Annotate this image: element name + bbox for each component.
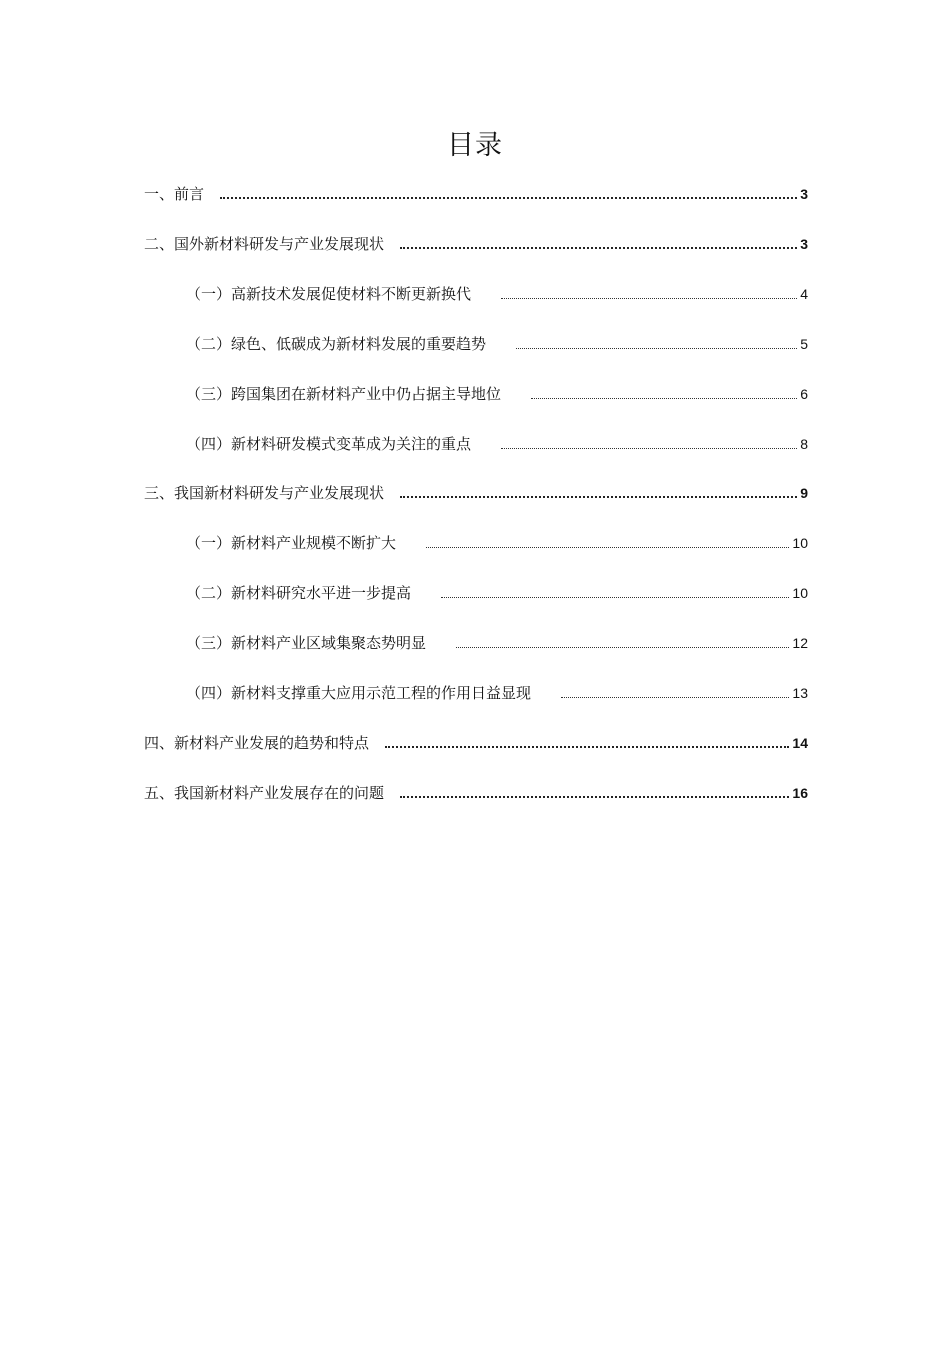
toc-entry-page-number: 4 [800,286,808,302]
toc-dot-leader [516,347,797,349]
toc-entry-page-number: 10 [792,535,808,551]
toc-entry-label: （二）新材料研究水平进一步提高 [186,584,412,602]
toc-entry-page-number: 3 [800,236,808,252]
toc-dot-leader [531,397,797,399]
toc-entry-label: （三）新材料产业区域集聚态势明显 [186,634,427,652]
toc-entry[interactable] [144,481,808,505]
toc-entry-page-number: 6 [800,386,808,402]
toc-dot-leader [561,696,789,698]
toc-dot-leader [220,196,797,199]
toc-entry-page-number: 8 [800,436,808,452]
toc-entry-label: （四）新材料研发模式变革成为关注的重点 [186,435,472,453]
toc-entry-label: （四）新材料支撑重大应用示范工程的作用日益显现 [186,684,532,702]
toc-entry-label: （一）新材料产业规模不断扩大 [186,534,397,552]
toc-entry-page-number: 13 [792,685,808,701]
toc-entry[interactable] [144,731,808,755]
toc-entry-label: 一、前言 [144,185,205,203]
toc-entry-page-number: 14 [792,735,808,751]
toc-dot-leader [501,447,797,449]
toc-dot-leader [426,546,789,548]
toc-entry-label: 二、国外新材料研发与产业发展现状 [144,235,385,253]
toc-entry-label: （一）高新技术发展促使材料不断更新换代 [186,285,472,303]
toc-entry[interactable] [186,631,808,655]
toc-entry[interactable] [186,382,808,406]
toc-entry[interactable] [186,581,808,605]
toc-title: 目录 [447,130,503,161]
toc-entry-page-number: 16 [792,785,808,801]
toc-dot-leader [501,297,797,299]
toc-dot-leader [400,495,797,498]
toc-entry[interactable] [144,781,808,805]
toc-entry[interactable] [186,681,808,705]
toc-entry-label: （二）绿色、低碳成为新材料发展的重要趋势 [186,335,487,353]
toc-entry-label: （三）跨国集团在新材料产业中仍占据主导地位 [186,385,502,403]
toc-entry-page-number: 12 [792,635,808,651]
toc-entry-page-number: 9 [800,485,808,501]
toc-dot-leader [400,246,797,249]
toc-entry-label: 五、我国新材料产业发展存在的问题 [144,784,385,802]
toc-entry[interactable] [186,531,808,555]
toc-entry-page-number: 10 [792,585,808,601]
toc-dot-leader [385,745,789,748]
toc-entry[interactable] [144,232,808,256]
toc-entry-label: 三、我国新材料研发与产业发展现状 [144,484,385,502]
toc-entry[interactable] [144,182,808,206]
toc-entry[interactable] [186,432,808,456]
toc-entry[interactable] [186,282,808,306]
toc-entry-page-number: 5 [800,336,808,352]
toc-entry[interactable] [186,332,808,356]
toc-dot-leader [441,596,789,598]
toc-dot-leader [456,646,789,648]
toc-entry-page-number: 3 [800,186,808,202]
toc-dot-leader [400,795,789,798]
toc-entry-label: 四、新材料产业发展的趋势和特点 [144,734,370,752]
